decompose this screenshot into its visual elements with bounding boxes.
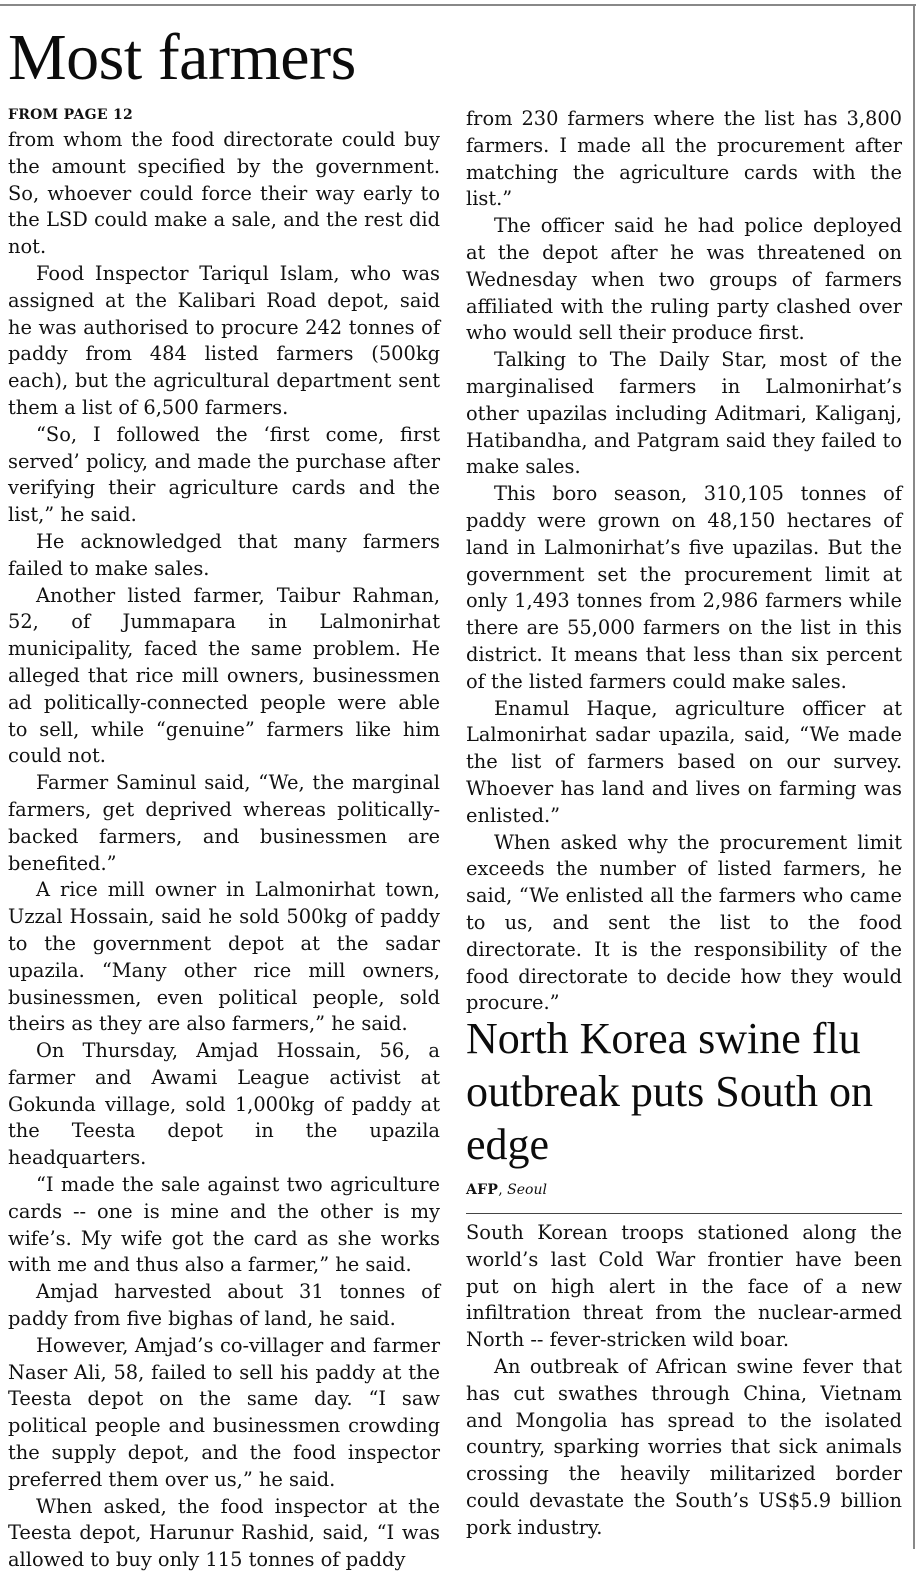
paragraph: When asked, the food inspector at the Teesta depot, Harunur Rashid, said, “I was allowed to buy only 115 tonnes of paddy: [8, 1494, 440, 1572]
paragraph: When asked why the procurement limit exceeds the number of listed farmers, he said, “We enlisted all the farmers who came to us, and sent the list to the food directorate. It is the responsibility of the food directorate to decide how they would procure.”: [466, 830, 902, 1015]
paragraph: “So, I followed the ‘first come, first served’ policy, and made the purchase after verifying their agriculture cards and the list,” he said.: [8, 422, 440, 527]
paragraph: from 230 farmers where the list has 3,800 farmers. I made all the procurement after matching the agriculture cards with the list.”: [466, 107, 902, 211]
paragraph: Talking to The Daily Star, most of the marginalised farmers in Lalmonirhat’s other upazilas including Aditmari, Kaliganj, Hatibandha, and Patgram said they failed to make sales.: [466, 348, 902, 479]
story-headline: Most farmers: [8, 21, 356, 94]
right-border-rule: [913, 4, 915, 1549]
paragraph: from whom the food directorate could buy the amount specified by the government. So, whoever could force their way early to the LSD could make a sale, and the rest did not.: [8, 128, 440, 259]
paragraph: The officer said he had police deployed at the depot after he was threatened on Wednesday when two groups of farmers affiliated with the ruling party clashed over who would sell their produce first.: [466, 214, 902, 345]
byline-divider: [466, 1213, 902, 1214]
paragraph: He acknowledged that many farmers failed to make sales.: [8, 529, 440, 580]
paragraph: On Thursday, Amjad Hossain, 56, a farmer and Awami League activist at Gokunda village, sold 1,000kg of paddy at the Teesta depot in the upazila headquarters.: [8, 1039, 440, 1170]
paragraph: Amjad harvested about 31 tonnes of paddy from five bighas of land, he said.: [8, 1280, 440, 1331]
paragraph: However, Amjad’s co-villager and farmer Naser Ali, 58, failed to sell his paddy at the Teesta depot on the same day. “I saw political people and businessmen crowding the supply depot, and the food inspector preferred them over us,” he said.: [8, 1333, 440, 1491]
byline-place: Seoul: [507, 1182, 547, 1198]
paragraph: Another listed farmer, Taibur Rahman, 52, of Jummapara in Lalmonirhat municipality, faced the same problem. He alleged that rice mill owners, businessmen ad politically-connected people were able to sell, while “genuine” farmers like him could not.: [8, 583, 440, 768]
paragraph: Food Inspector Tariqul Islam, who was assigned at the Kalibari Road depot, said he was authorised to procure 242 tonnes of paddy from 484 listed farmers (500kg each), but the agricultural department sent them a list of 6,500 farmers.: [8, 261, 440, 419]
paragraph: “I made the sale against two agriculture cards -- one is mine and the other is my wife’s. My wife got the card as she works with me and thus also a farmer,” he said.: [8, 1173, 440, 1277]
paragraph: This boro season, 310,105 tonnes of paddy were grown on 48,150 hectares of land in Lalmonirhat’s five upazilas. But the government set the procurement limit at only 1,493 tonnes from 2,986 farmers while there are 55,000 farmers on the list in this district. It means that less than six percent of the listed farmers could make sales.: [466, 482, 902, 693]
paragraph: Enamul Haque, agriculture officer at Lalmonirhat sadar upazila, said, “We made the list of farmers based on our survey. Whoever has land and lives on farming was enlisted.”: [466, 696, 902, 827]
article-column-left: [8, 106, 440, 1574]
byline-agency: AFP: [466, 1182, 499, 1198]
article-column-right: [466, 106, 902, 1017]
byline: AFP, Seoul: [466, 1182, 547, 1198]
jump-line: FROM PAGE 12: [8, 107, 134, 123]
secondary-story-body: [466, 1220, 902, 1542]
paragraph: South Korean troops stationed along the world’s last Cold War frontier have been put on high alert in the face of a new infiltration threat from the nuclear-armed North -- fever-stricken wild boar.: [466, 1221, 902, 1352]
paragraph: A rice mill owner in Lalmonirhat town, Uzzal Hossain, said he sold 500kg of paddy to the government depot at the sadar upazila. “Many other rice mill owners, businessmen, even political people, sold theirs as they are also farmers,” he said.: [8, 878, 440, 1036]
secondary-story: [466, 1012, 902, 1542]
paragraph: An outbreak of African swine fever that has cut swathes through China, Vietnam and Mongolia has spread to the isolated country, sparking worries that sick animals crossing the heavily militarized border could devastate the South’s US$5.9 billion pork industry.: [466, 1354, 902, 1539]
secondary-story-headline: North Korea swine flu outbreak puts South on edge: [466, 1014, 873, 1169]
paragraph: Farmer Saminul said, “We, the marginal farmers, get deprived whereas politically-backed farmers, and businessmen are benefited.”: [8, 771, 440, 875]
top-border-rule: [0, 4, 916, 6]
